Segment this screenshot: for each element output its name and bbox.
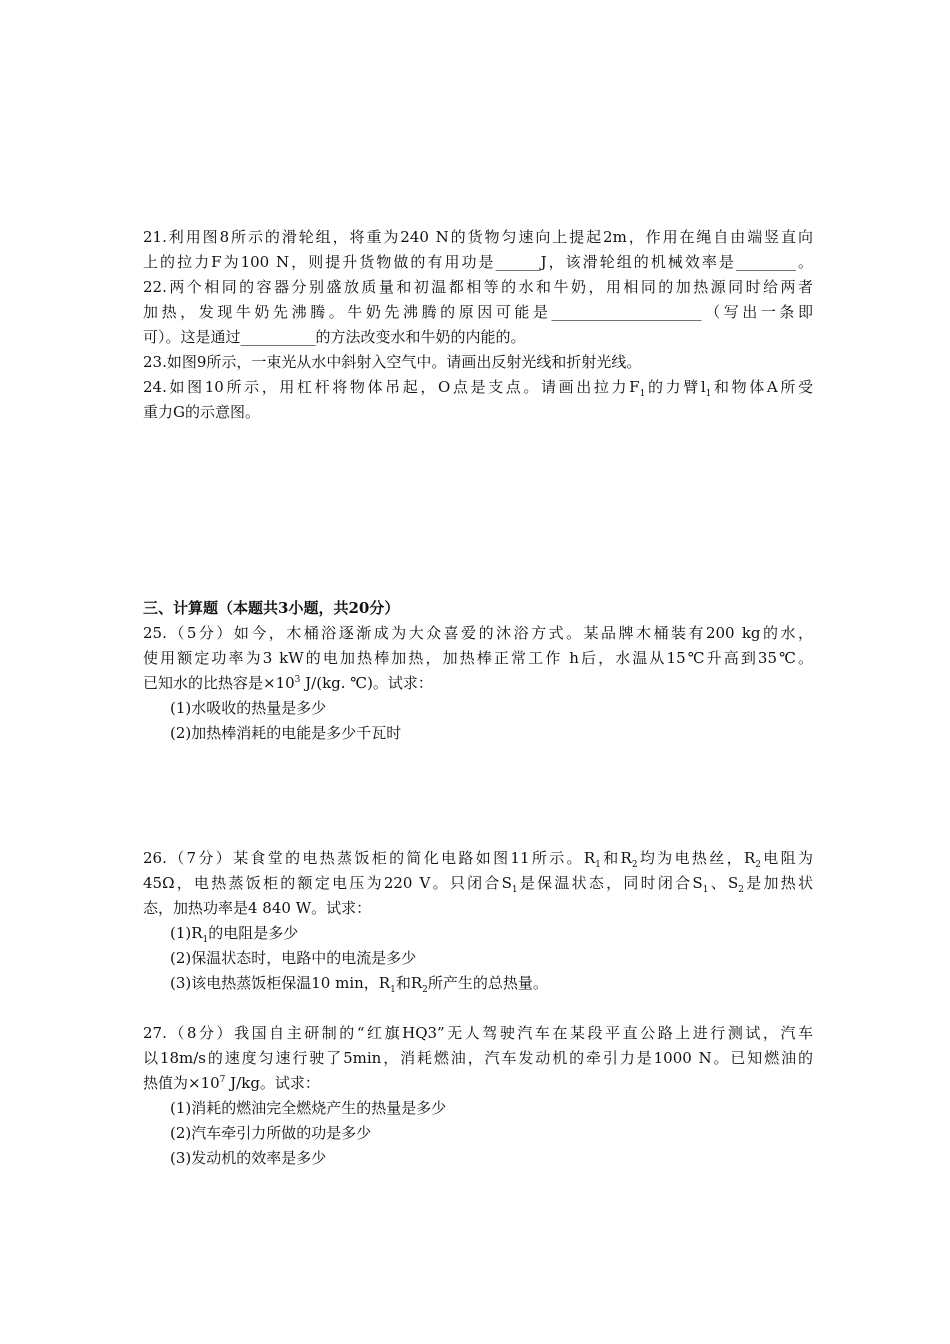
section-3-heading: 三、计算题（本题共3小题，共20分） [143,599,400,617]
q25-sub-2: (2)加热棒消耗的电能是多少千瓦时 [170,724,402,742]
q27-sub-1: (1)消耗的燃油完全燃烧产生的热量是多少 [170,1099,447,1117]
q27-sub-2: (2)汽车牵引力所做的功是多少 [170,1124,372,1142]
q22-line-2: 加热，发现牛奶先沸腾。牛奶先沸腾的原因可能是____________________（写出一条即 [143,303,813,321]
q25-line-2: 使用额定功率为3 kW的电加热棒加热，加热棒正常工作 h后，水温从15℃升高到35℃。 [143,649,813,667]
q26-line-2: 45Ω，电热蒸饭柜的额定电压为220 V。只闭合$S_1$是保温状态，同时闭合$S_1$、$S_2$是加热状 [143,874,813,895]
q23-line-1: 23.如图9所示，一束光从水中斜射入空气中。请画出反射光线和折射光线。 [143,353,642,371]
q24-line-1: 24.如图10所示，用杠杆将物体吊起，O点是支点。请画出拉力$F_1$的力臂$l_1$和物体A所受 [143,378,813,399]
q26-sub-1: $(1)R_1$的电阻是多少 [170,924,299,945]
q27-line-3: 热值为$\times 10^7$ J/kg。试求： [143,1074,320,1092]
q26-line-3: 态，加热功率是4 840 W。试求： [143,899,372,917]
q21-line-2: 上的拉力F为100 N，则提升货物做的有用功是______J，该滑轮组的机械效率是________。 [143,253,813,271]
q26-line-1: 26.（7分）某食堂的电热蒸饭柜的简化电路如图11所示。$R_1$和$R_2$均为电热丝，$R_2$电阻为 [143,849,813,870]
q26-sub-3: (3)该电热蒸饭柜保温10 min，$R_1$和$R_2$所产生的总热量。 [170,974,548,995]
q26-sub-2: (2)保温状态时，电路中的电流是多少 [170,949,417,967]
q24-line-2: 重力G的示意图。 [143,403,260,421]
q22-line-3: 可）。这是通过__________的方法改变水和牛奶的内能的。 [143,328,526,346]
q27-line-1: 27.（8分）我国自主研制的“红旗HQ3”无人驾驶汽车在某段平直公路上进行测试，汽车 [143,1024,813,1042]
q25-line-3: 已知水的比热容是$\times 10^3$ J/(kg. ℃)。试求： [143,674,433,692]
q21-line-1: 21.利用图8所示的滑轮组，将重为240 N的货物匀速向上提起2m，作用在绳自由端竖直向 [143,228,813,246]
q25-sub-1: (1)水吸收的热量是多少 [170,699,327,717]
q25-line-1: 25.（5分）如今，木桶浴逐渐成为大众喜爱的沐浴方式。某品牌木桶装有200 kg的水， [143,624,813,642]
q22-line-1: 22.两个相同的容器分别盛放质量和初温都相等的水和牛奶，用相同的加热源同时给两者 [143,278,813,296]
q27-sub-3: (3)发动机的效率是多少 [170,1149,327,1167]
q27-line-2: 以18m/s的速度匀速行驶了5min，消耗燃油，汽车发动机的牵引力是1000 N。已知燃油的 [143,1049,813,1067]
